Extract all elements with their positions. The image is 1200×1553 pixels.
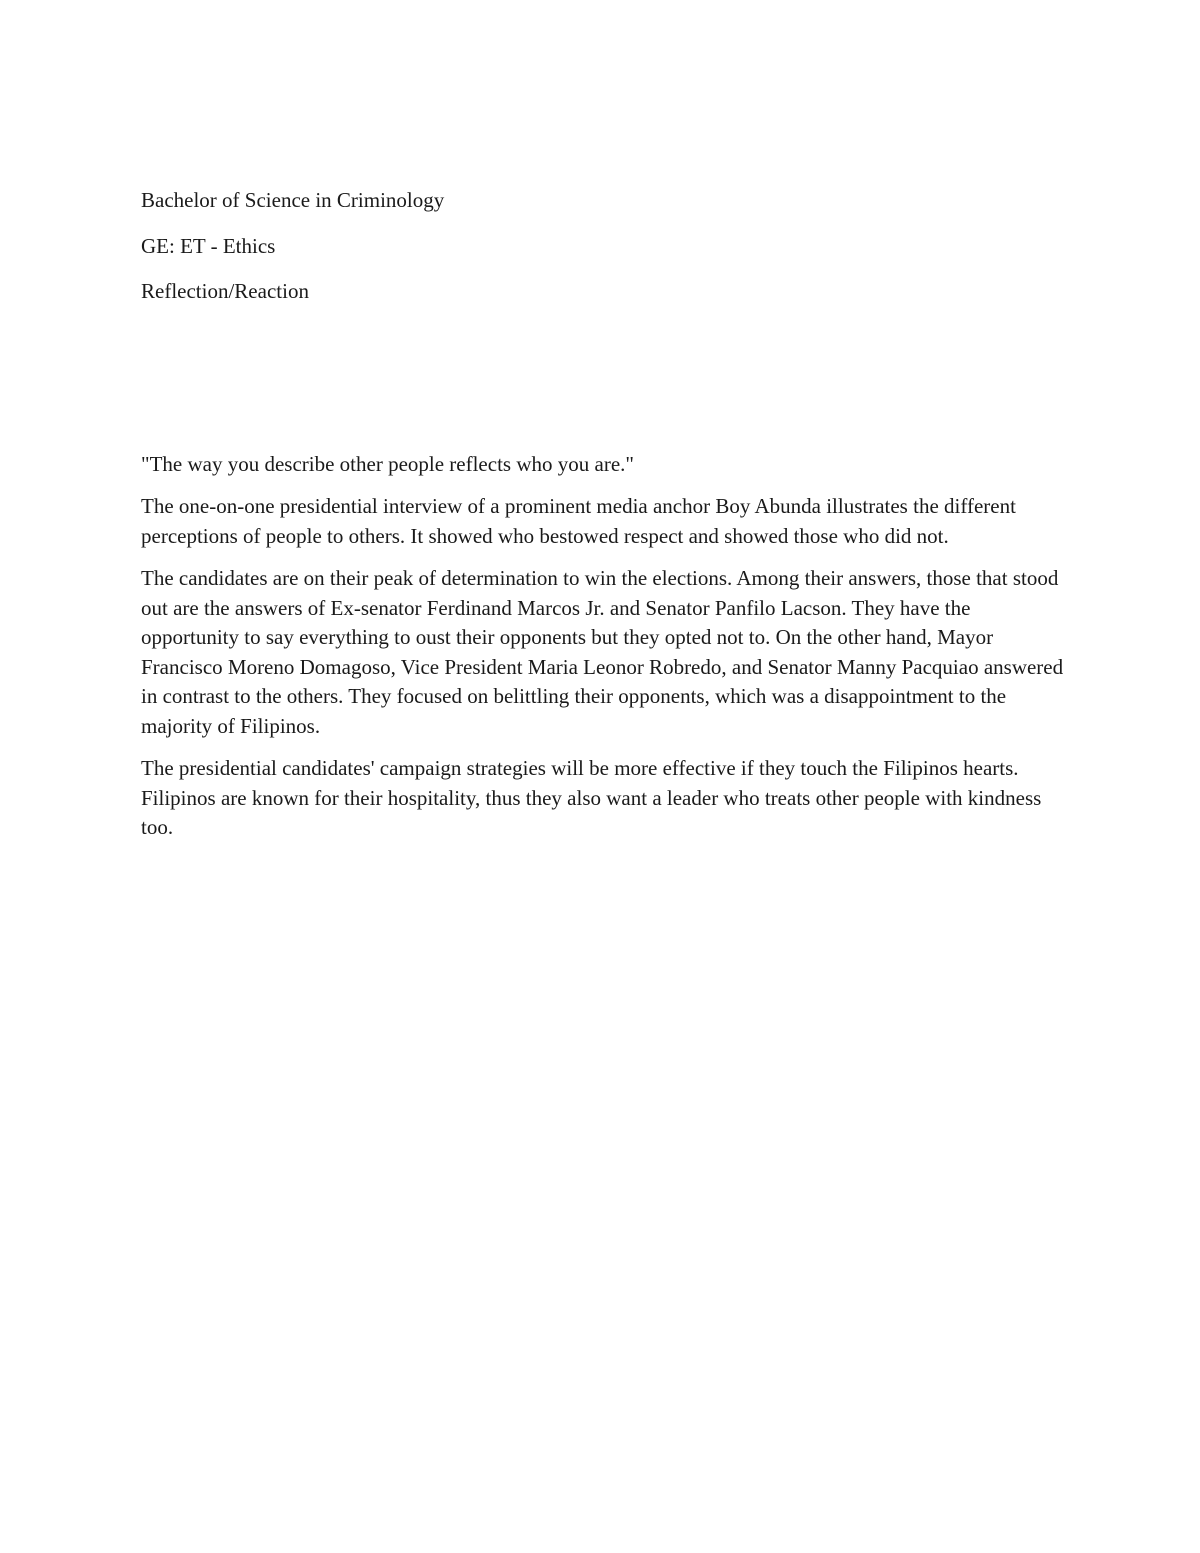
blank-space bbox=[141, 323, 1071, 450]
activity-title: Reflection/Reaction bbox=[141, 279, 309, 303]
paragraph-3: The presidential candidates' campaign strategies will be more effective if they touch the Filipinos hearts. Filipinos are known for their hospitality, thus they also want a leader who treats other people with kindness too. bbox=[141, 756, 1042, 839]
paragraph-2: The candidates are on their peak of determination to win the elections. Among their answers, those that stood out are the answers of Ex-senator Ferdinand Marcos Jr. and Senator Panfilo Lacson. They have the opportunity to say everything to oust their opponents but they opted not to. On the other hand, Mayor Francisco Moreno Domagoso, Vice President Maria Leonor Robredo, and Senator Manny Pacquiao answered in contrast to the others. They focused on belittling their opponents, which was a disappointment to the majority of Filipinos. bbox=[141, 566, 1064, 738]
paragraph-1: The one-on-one presidential interview of a prominent media anchor Boy Abunda illustrates the different perceptions of people to others. It showed who bestowed respect and showed those who did not. bbox=[141, 494, 1016, 548]
quote-line: "The way you describe other people reflects who you are." bbox=[141, 451, 634, 476]
document-content bbox=[141, 186, 1071, 856]
course-title: GE: ET - Ethics bbox=[141, 233, 276, 258]
program-title: Bachelor of Science in Criminology bbox=[141, 188, 445, 212]
